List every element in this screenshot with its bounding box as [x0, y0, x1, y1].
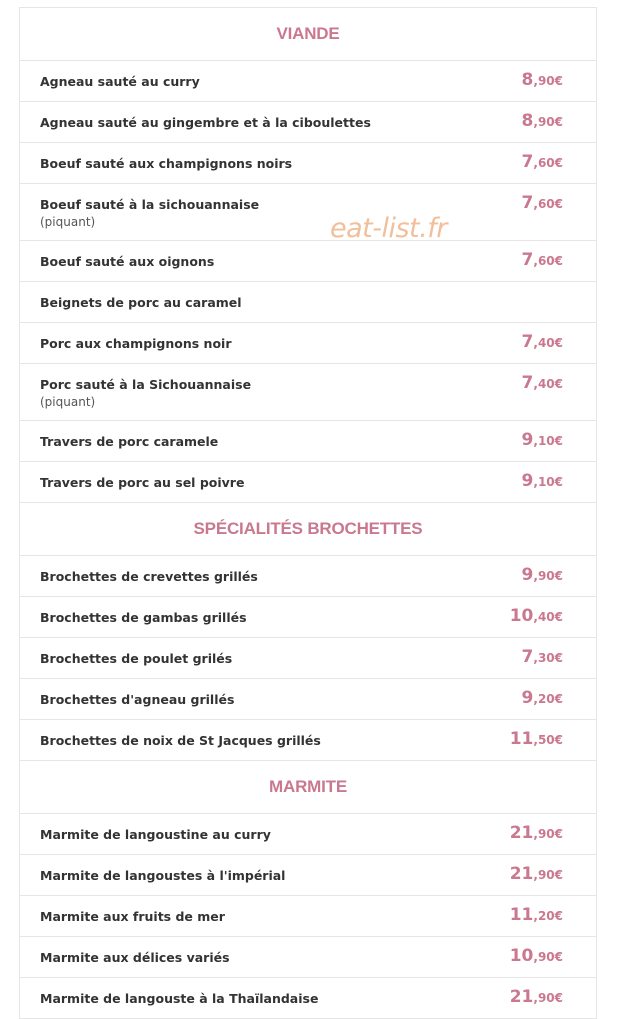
menu-item: [20, 978, 596, 1019]
menu-item: [20, 61, 596, 102]
menu-item: [20, 638, 596, 679]
item-name: Marmite de langouste à la Thaïlandaise: [40, 991, 319, 1006]
item-price: 7,60€: [521, 250, 563, 270]
menu-item: [20, 462, 596, 503]
item-name: Agneau sauté au gingembre et à la ciboulettes: [40, 115, 371, 130]
menu-item: [20, 323, 596, 364]
item-name: Marmite de langoustes à l'impérial: [40, 868, 286, 883]
item-price: 21,90€: [509, 987, 563, 1007]
item-name: Marmite aux délices variés: [40, 950, 230, 965]
item-name: Brochettes de noix de St Jacques grillés: [40, 733, 321, 748]
item-price: 21,90€: [509, 864, 563, 884]
menu-item: [20, 421, 596, 462]
item-price: 10,90€: [509, 946, 563, 966]
menu-item: [20, 184, 596, 241]
menu-item: [20, 143, 596, 184]
menu-item: [20, 814, 596, 855]
item-price: 8,90€: [521, 70, 563, 90]
menu-item: [20, 364, 596, 421]
item-price: 8,90€: [521, 111, 563, 131]
item-name: Marmite de langoustine au curry: [40, 827, 271, 842]
item-name: Brochettes de poulet grilés: [40, 651, 233, 666]
item-name: Boeuf sauté à la sichouannaise: [40, 197, 260, 212]
menu-item: [20, 597, 596, 638]
item-price: 7,40€: [521, 332, 563, 352]
section-title-viande: VIANDE: [20, 8, 596, 61]
item-price: 9,10€: [521, 471, 563, 491]
item-price: 9,10€: [521, 430, 563, 450]
item-price: 21,90€: [509, 823, 563, 843]
menu-item: [20, 282, 596, 323]
section-title-marmite: MARMITE: [20, 761, 596, 814]
item-name: Porc aux champignons noir: [40, 336, 232, 351]
item-name: Brochettes de crevettes grillés: [40, 569, 258, 584]
item-price: 7,60€: [521, 193, 563, 213]
item-name: Boeuf sauté aux oignons: [40, 254, 215, 269]
item-name: Marmite aux fruits de mer: [40, 909, 225, 924]
item-name: Boeuf sauté aux champignons noirs: [40, 156, 293, 171]
item-price: 9,20€: [521, 688, 563, 708]
menu-item: [20, 896, 596, 937]
item-name: Agneau sauté au curry: [40, 74, 200, 89]
item-price: 7,60€: [521, 152, 563, 172]
item-note: (piquant): [40, 215, 96, 229]
menu-item: [20, 556, 596, 597]
menu-item: [20, 855, 596, 896]
item-price: 9,90€: [521, 565, 563, 585]
menu-item: [20, 937, 596, 978]
item-name: Beignets de porc au caramel: [40, 295, 242, 310]
menu-item: [20, 720, 596, 761]
watermark-logo: eat-list.fr: [330, 213, 447, 244]
item-name: Travers de porc caramele: [40, 434, 219, 449]
menu-list: [19, 7, 597, 1019]
item-price: 11,50€: [509, 729, 563, 749]
item-price: 7,40€: [521, 373, 563, 393]
item-price: 10,40€: [509, 606, 563, 626]
menu-item: [20, 102, 596, 143]
item-name: Travers de porc au sel poivre: [40, 475, 245, 490]
item-name: Porc sauté à la Sichouannaise: [40, 377, 252, 392]
menu-item: [20, 241, 596, 282]
menu-item: [20, 679, 596, 720]
section-title-brochettes: SPÉCIALITÉS BROCHETTES: [20, 503, 596, 556]
item-price: 11,20€: [509, 905, 563, 925]
item-name: Brochettes d'agneau grillés: [40, 692, 235, 707]
item-note: (piquant): [40, 395, 96, 409]
item-price: 7,30€: [521, 647, 563, 667]
item-name: Brochettes de gambas grillés: [40, 610, 247, 625]
